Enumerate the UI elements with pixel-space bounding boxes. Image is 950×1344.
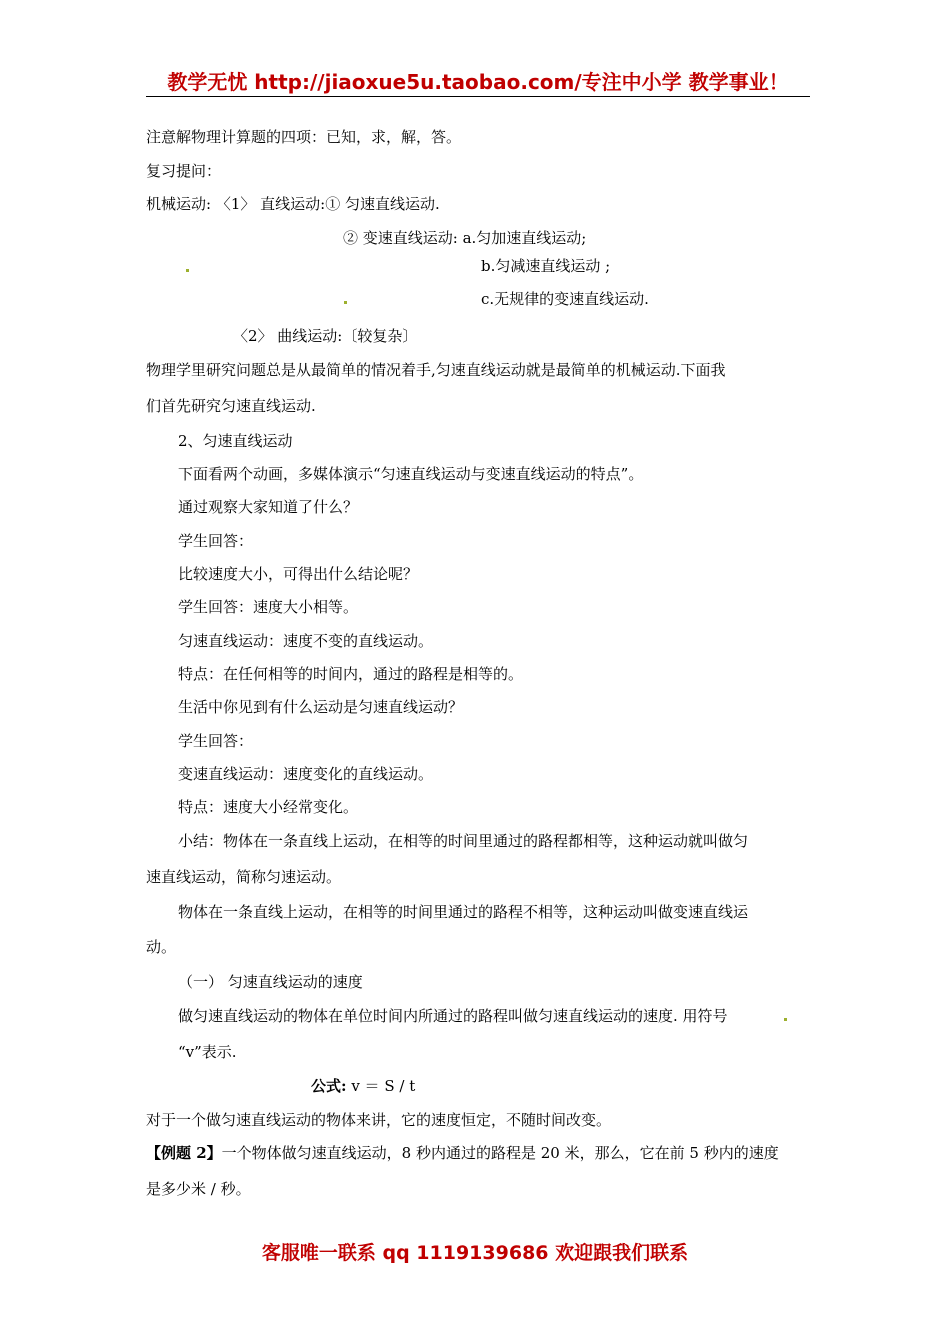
text-line-25: 动。 <box>146 938 177 956</box>
decoration-dot <box>784 1018 787 1021</box>
text-line-30: 对于一个做匀速直线运动的物体来讲，它的速度恒定，不随时间改变。 <box>146 1111 612 1129</box>
text-line-19: 学生回答： <box>178 732 254 750</box>
header-divider <box>146 96 810 97</box>
formula-label: 公式: <box>311 1077 347 1095</box>
text-line-24: 物体在一条直线上运动，在相等的时间里通过的路程不相等，这种运动叫做变速直线运 <box>178 903 749 921</box>
formula-line <box>311 1075 415 1097</box>
text-line-4: ② 变速直线运动: a.匀加速直线运动; <box>343 229 587 247</box>
text-line-27: 做匀速直线运动的物体在单位时间内所通过的路程叫做匀速直线运动的速度. 用符号 <box>178 1007 728 1025</box>
text-line-32: 是多少米 / 秒。 <box>146 1180 251 1198</box>
example-text: 一个物体做匀速直线运动，8 秒内通过的路程是 20 米，那么，它在前 5 秒内的速度 <box>221 1144 779 1162</box>
text-line-18: 生活中你见到有什么运动是匀速直线运动？ <box>178 698 464 716</box>
text-line-20: 变速直线运动：速度变化的直线运动。 <box>178 765 434 783</box>
example-tag: 【例题 2】 <box>146 1144 222 1162</box>
text-line-11: 下面看两个动画，多媒体演示“匀速直线运动与变速直线运动的特点”。 <box>178 465 644 483</box>
text-line-23: 速直线运动，简称匀速运动。 <box>146 868 342 886</box>
text-line-5: b.匀减速直线运动 ; <box>481 257 611 275</box>
text-line-21: 特点：速度大小经常变化。 <box>178 798 359 816</box>
text-line-12: 通过观察大家知道了什么？ <box>178 498 359 516</box>
text-line-7: 〈2〉 曲线运动:〔较复杂〕 <box>233 327 418 345</box>
text-line-2: 复习提问： <box>146 162 222 180</box>
text-line-17: 特点：在任何相等的时间内，通过的路程是相等的。 <box>178 665 524 683</box>
text-line-28: “v”表示. <box>178 1043 237 1061</box>
text-line-6: c.无规律的变速直线运动. <box>481 290 649 308</box>
formula-expression: v ＝ S / t <box>346 1077 416 1095</box>
text-line-16: 匀速直线运动：速度不变的直线运动。 <box>178 632 434 650</box>
text-line-14: 比较速度大小，可得出什么结论呢？ <box>178 565 419 583</box>
section-heading: 2、匀速直线运动 <box>178 432 293 450</box>
text-line-22: 小结：物体在一条直线上运动，在相等的时间里通过的路程都相等，这种运动就叫做匀 <box>178 832 749 850</box>
decoration-dot <box>344 301 347 304</box>
text-line-13: 学生回答： <box>178 532 254 550</box>
subsection-heading: （一） 匀速直线运动的速度 <box>178 973 363 991</box>
text-line-9: 们首先研究匀速直线运动. <box>146 397 316 415</box>
page-header: 教学无忧 http://jiaoxue5u.taobao.com/专注中小学 教学事业！ <box>167 70 789 94</box>
page-footer: 客服唯一联系 qq 1119139686 欢迎跟我们联系 <box>261 1242 689 1264</box>
text-line-15: 学生回答：速度大小相等。 <box>178 598 359 616</box>
example-line <box>146 1142 779 1164</box>
text-line-1: 注意解物理计算题的四项：已知，求，解，答。 <box>146 128 462 146</box>
text-line-3: 机械运动: 〈1〉 直线运动:① 匀速直线运动. <box>146 195 440 213</box>
text-line-8: 物理学里研究问题总是从最简单的情况着手,匀速直线运动就是最简单的机械运动.下面我 <box>146 361 726 379</box>
decoration-dot <box>186 269 189 272</box>
